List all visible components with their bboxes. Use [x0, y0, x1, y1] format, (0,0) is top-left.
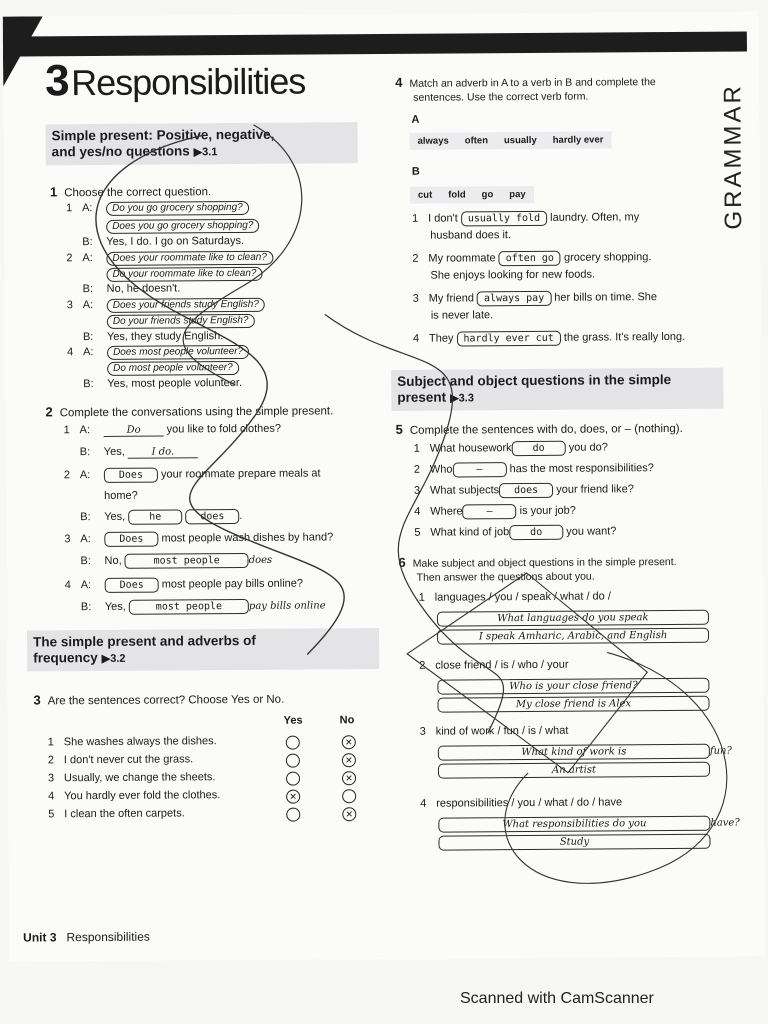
answer-box[interactable]: usually fold [461, 211, 547, 227]
sentence-continuation: husband does it. [430, 229, 512, 242]
unit-number: 3 [44, 56, 69, 106]
section-header-adverbs [27, 628, 379, 671]
section-title-line1: Simple present: Positive, negative, [51, 126, 275, 144]
question-answer-box[interactable]: Who is your close friend? [437, 678, 709, 695]
handwritten-text: does [248, 554, 273, 566]
choice-option[interactable]: Does you go grocery shopping? [106, 219, 259, 234]
answer-text: Yes, they study English. [106, 330, 224, 343]
sentence-end: her bills on time. She [554, 291, 658, 304]
answer-text: Yes, I do. I go on Saturdays. [106, 234, 245, 248]
item-number: 2 [413, 463, 421, 476]
sentence-start: What housework [429, 442, 512, 455]
choice-option[interactable]: Do your friends study English? [107, 314, 255, 329]
item-number: 1 [66, 202, 73, 215]
sentence-end: you do? [568, 441, 608, 454]
speaker-b: B: [83, 378, 94, 391]
ex3-row [48, 771, 216, 784]
question-text: most people wash dishes by hand? [161, 531, 334, 545]
sentence-text: Usually, we change the sheets. [63, 771, 216, 785]
sentence-start: My roommate [428, 252, 496, 265]
exercise-instruction: Make subject and object questions in the simple present. [412, 555, 677, 570]
question-answer-box[interactable]: What responsibilities do you [438, 816, 710, 833]
ex5-item [414, 461, 654, 478]
sentence-text: I clean the often carpets. [64, 807, 185, 821]
sentence-start: Who [429, 463, 453, 476]
sentence-end: has the most responsibilities? [509, 462, 654, 476]
speaker-a: A: [79, 469, 91, 482]
word-chip: pay [509, 189, 526, 201]
exercise-5-heading [396, 420, 683, 437]
answer-box[interactable]: — [452, 462, 506, 477]
side-label: GRAMMAR [719, 83, 748, 230]
answer-box[interactable]: An artist [438, 762, 710, 779]
exercise-1-heading [50, 183, 211, 199]
answer-box[interactable]: most people [129, 599, 249, 615]
speaker-b: B: [79, 446, 91, 459]
word-chip: go [481, 189, 494, 201]
yes-radio[interactable] [286, 808, 300, 822]
handwritten-text: fun? [709, 745, 732, 757]
sentence-start: I don't [428, 212, 458, 225]
ex1-item4-a2 [107, 361, 239, 376]
word-list-a [410, 131, 612, 149]
word-prompt: responsibilities / you / what / do / have [436, 796, 623, 810]
sentence-start: What subjects [429, 484, 500, 497]
word-list-b [410, 186, 534, 204]
sentence-start: What kind of job [430, 526, 510, 539]
answer-box[interactable]: — [463, 504, 517, 519]
ex1-item1-a [66, 201, 249, 216]
sentence-end: grocery shopping. [563, 251, 652, 264]
item-number: 5 [414, 526, 421, 539]
yes-column-header: Yes [283, 714, 303, 727]
sentence-start: Where [430, 505, 463, 518]
answer-box[interactable]: often go [499, 251, 561, 266]
exercise-3-heading [33, 691, 284, 708]
item-number: 4 [414, 505, 421, 518]
ex1-item1-b [82, 235, 244, 248]
watermark: Scanned with CamScanner [460, 990, 654, 1007]
ex6-prompt [420, 796, 622, 809]
exercise-2-heading [45, 402, 333, 419]
no-radio[interactable] [342, 789, 356, 803]
speaker-a: A: [83, 346, 94, 359]
item-number: 2 [63, 469, 71, 482]
answer-box[interactable]: Study [438, 834, 710, 851]
exercise-number: 2 [45, 404, 53, 420]
item-number: 1 [418, 591, 425, 604]
speaker-a: A: [80, 533, 91, 546]
exercise-instruction: Complete the conversations using the simple present. [59, 405, 334, 420]
page-title [45, 55, 305, 107]
question-continuation: home? [104, 489, 138, 502]
item-number: 1 [413, 442, 420, 455]
exercise-number: 5 [395, 421, 403, 437]
answer-box[interactable]: always pay [477, 291, 551, 307]
sentence-end: is your job? [519, 504, 576, 518]
no-radio[interactable]: ✕ [342, 753, 356, 767]
exercise-instruction-2: Then answer the questions about you. [416, 570, 595, 584]
item-number: 4 [412, 332, 420, 345]
answer-box[interactable]: does [499, 483, 553, 498]
item-number: 2 [47, 754, 55, 767]
section-header-subject-object [391, 368, 723, 411]
choice-option[interactable]: Does most people volunteer? [107, 345, 249, 360]
ex2-item3-b [80, 553, 272, 569]
word-chip: fold [448, 189, 466, 201]
no-radio[interactable]: ✕ [342, 771, 356, 785]
yes-radio[interactable] [286, 736, 300, 750]
exercise-number: 3 [33, 692, 41, 708]
yes-radio[interactable] [286, 772, 300, 786]
ex6-question-line [437, 610, 709, 627]
item-number: 1 [412, 212, 419, 225]
section-title-line2: and yes/no questions [51, 143, 190, 160]
answer-box[interactable]: My close friend is Alex [437, 696, 709, 713]
no-radio[interactable]: ✕ [342, 735, 356, 749]
ex3-row [48, 735, 217, 748]
item-number: 5 [48, 808, 55, 821]
choice-option[interactable]: Do most people volunteer? [107, 361, 239, 376]
item-number: 3 [64, 533, 71, 546]
item-number: 4 [48, 790, 55, 803]
workbook-page [3, 11, 766, 961]
ex1-item2-a [66, 251, 273, 266]
ex1-item3-a2 [107, 314, 255, 329]
section-title-line2: present [397, 389, 447, 405]
yes-radio[interactable] [286, 754, 300, 768]
answer-prefix: Yes, [104, 510, 126, 523]
sentence-text: You hardly ever fold the clothes. [64, 789, 221, 803]
ex1-item3-a [67, 298, 265, 313]
speaker-a: A: [82, 252, 93, 265]
word-prompt: kind of work / fun / is / what [435, 724, 569, 738]
ex6-prompt [419, 590, 611, 603]
exercise-instruction: Complete the sentences with do, does, or – (nothing). [409, 422, 683, 437]
ex3-row [48, 789, 220, 802]
answer-prefix: Yes, [103, 445, 125, 458]
word-chip: usually [503, 134, 537, 147]
word-prompt: languages / you / speak / what / do / [434, 590, 611, 604]
question-answer-box[interactable]: What kind of work is [438, 744, 710, 761]
footer-unit: Unit 3 [23, 930, 57, 945]
answer-box[interactable]: does [185, 509, 239, 524]
handwritten-text: pay bills online [248, 600, 326, 612]
ex4-item [413, 290, 657, 307]
speaker-b: B: [82, 331, 94, 344]
answer-text: Yes, most people volunteer. [107, 376, 243, 390]
word-chip: often [464, 135, 489, 147]
ex6-answer-line [438, 834, 710, 851]
top-bar [3, 31, 747, 56]
sentence-end: your friend like? [556, 483, 634, 496]
word-prompt: close friend / is / who / your [435, 658, 569, 672]
ex5-item [414, 524, 616, 540]
sentence-end: laundry. Often, my [550, 211, 640, 224]
item-number: 1 [63, 424, 70, 437]
unit-title: Responsibilities [71, 60, 306, 104]
ex4-item [412, 210, 639, 227]
answer-prefix: No, [104, 554, 122, 567]
section-title-line1: The simple present and adverbs of [33, 632, 256, 650]
ex2-item2-b: B: Yes, he does . [80, 509, 243, 524]
ex2-item4-a [65, 577, 303, 594]
ex6-question-line [438, 816, 739, 833]
item-number: 3 [419, 725, 426, 738]
ex2-item1-a [64, 423, 282, 438]
exercise-4-heading [395, 74, 695, 105]
answer-box[interactable]: Does [104, 468, 158, 483]
speaker-b: B: [82, 236, 93, 249]
no-radio[interactable]: ✕ [342, 807, 356, 821]
question-answer-box[interactable]: What languages do you speak [437, 610, 709, 627]
exercise-instruction: Match an adverb in A to a verb in B and complete the [409, 76, 656, 90]
exercise-number: 4 [395, 74, 403, 90]
speaker-b: B: [80, 555, 91, 568]
ex3-row [48, 807, 185, 820]
choice-option[interactable]: Do you go grocery shopping? [106, 201, 249, 216]
ex6-question-line [438, 744, 732, 761]
speaker-b: B: [80, 511, 91, 524]
exercise-instruction: Are the sentences correct? Choose Yes or No. [47, 693, 285, 708]
sentence-start: My friend [428, 292, 474, 305]
item-number: 2 [66, 252, 73, 265]
item-number: 2 [419, 659, 426, 672]
ex1-item4-a [67, 345, 249, 360]
item-number: 3 [413, 484, 421, 497]
section-ref: ▶3.1 [193, 146, 218, 159]
answer-box[interactable]: do [512, 441, 566, 456]
list-a-label: A [411, 113, 420, 126]
ex2-item4-b [81, 598, 326, 615]
answer-box[interactable]: I speak Amharic, Arabic, and English [437, 628, 709, 645]
answer-blank[interactable]: I do. [128, 446, 198, 458]
ex1-item1-a2 [106, 219, 259, 234]
answer-text: No, he doesn't. [106, 282, 181, 295]
exercise-instruction-2: sentences. Use the correct verb form. [413, 90, 589, 104]
item-number: 4 [420, 797, 427, 810]
section-ref: ▶3.3 [450, 392, 474, 405]
ex4-item [412, 250, 651, 267]
ex6-answer-line [437, 696, 709, 713]
choice-option[interactable]: Does your roommate like to clean? [106, 251, 273, 266]
list-b-label: B [411, 165, 420, 178]
yes-radio[interactable]: ✕ [286, 790, 300, 804]
item-number: 2 [412, 252, 419, 265]
item-number: 4 [64, 579, 71, 592]
ex1-item3-b [83, 330, 223, 343]
section-ref: ▶3.2 [101, 652, 126, 665]
ex6-prompt [419, 659, 568, 672]
speaker-a: A: [79, 424, 91, 437]
section-title-line2: frequency [33, 650, 98, 666]
sentence-end: the grass. It's really long. [563, 330, 686, 344]
word-chip: always [417, 135, 449, 147]
speaker-b: B: [82, 283, 94, 296]
exercise-number: 6 [398, 554, 406, 570]
question-text: your roommate prepare meals at [160, 467, 321, 481]
question-text: you like to fold clothes? [166, 422, 282, 436]
ex4-item [413, 330, 685, 347]
ex6-question-line [437, 678, 709, 695]
speaker-b: B: [80, 601, 92, 614]
word-chip: cut [417, 189, 433, 201]
item-number: 3 [47, 772, 55, 785]
answer-box[interactable]: Does [105, 578, 159, 593]
item-number: 3 [412, 292, 419, 305]
ex3-row [48, 753, 193, 766]
exercise-instruction: Choose the correct question. [64, 186, 212, 200]
ex5-item [414, 482, 634, 499]
item-number: 3 [66, 299, 73, 312]
answer-box[interactable]: hardly ever cut [456, 331, 560, 347]
exercise-6-heading [398, 554, 676, 585]
sentence-end: you want? [566, 525, 617, 538]
exercise-number: 1 [49, 184, 58, 200]
speaker-a: A: [80, 579, 92, 592]
item-number: 1 [47, 736, 54, 749]
answer-box[interactable]: he [128, 509, 182, 524]
ex6-answer-line [437, 628, 709, 645]
ex1-item2-b [83, 282, 181, 295]
speaker-a: A: [82, 202, 93, 215]
word-chip: hardly ever [552, 134, 604, 146]
section-header-simple-present [45, 122, 357, 165]
handwritten-text: have? [710, 817, 740, 829]
sentence-continuation: is never late. [430, 309, 494, 322]
answer-prefix: Yes, [104, 600, 126, 613]
no-column-header: No [339, 714, 355, 727]
item-number: 4 [67, 346, 74, 359]
choice-option[interactable]: Do your roommate like to clean? [106, 267, 262, 282]
answer-box[interactable]: Does [104, 532, 158, 547]
sentence-text: I don't never cut the grass. [63, 753, 194, 767]
section-title-line1: Subject and object questions in the simple [397, 371, 672, 389]
ex6-prompt [420, 725, 569, 738]
answer-blank[interactable]: Do [104, 425, 164, 437]
answer-box[interactable]: do [509, 525, 563, 540]
ex5-item [414, 440, 608, 456]
question-text: most people pay bills online? [161, 577, 304, 591]
sentence-text: She washes always the dishes. [63, 735, 217, 749]
footer-title: Responsibilities [66, 929, 150, 945]
ex1-item2-a2 [106, 267, 262, 282]
ex5-item [414, 504, 576, 520]
ex2-item2-a-cont [104, 490, 138, 502]
page-footer [23, 930, 150, 945]
ex2-item2-a [64, 466, 321, 483]
answer-box[interactable]: most people [125, 553, 249, 569]
choice-option[interactable]: Does your friends study English? [107, 298, 265, 313]
ex1-item4-b [83, 377, 242, 390]
sentence-continuation: She enjoys looking for new foods. [430, 268, 596, 282]
sentence-start: They [428, 332, 454, 345]
ex6-answer-line [438, 762, 710, 779]
speaker-a: A: [82, 299, 94, 312]
ex2-item1-b [80, 445, 198, 459]
ex2-item3-a [64, 530, 333, 547]
